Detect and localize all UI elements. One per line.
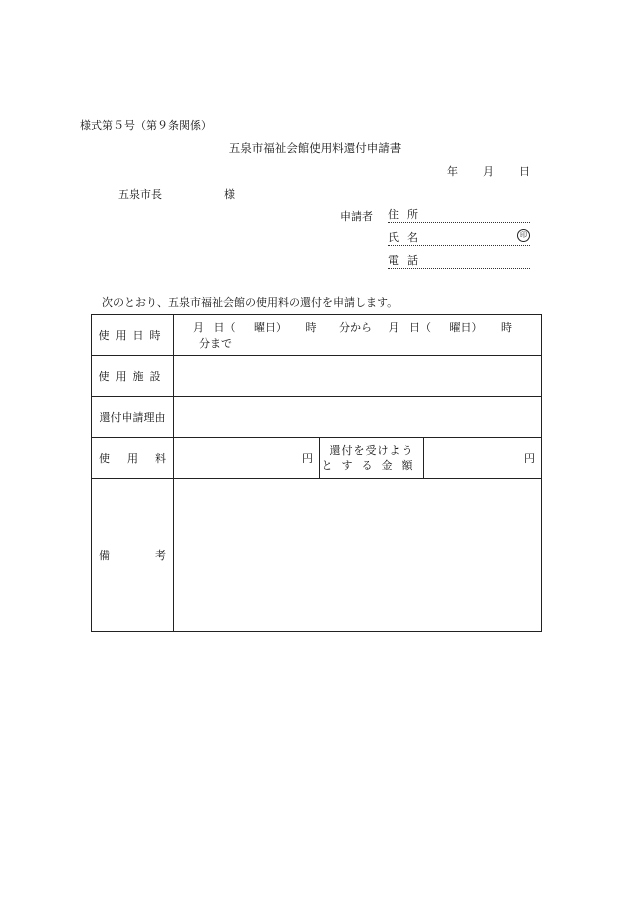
weekday1-label: 曜日） <box>254 321 287 334</box>
remarks-field[interactable] <box>174 479 542 632</box>
refund-yen-label: 円 <box>524 452 536 465</box>
fee-label-left: 使 <box>99 452 110 465</box>
reason-field[interactable] <box>174 397 542 438</box>
fee-label-right: 料 <box>155 452 166 465</box>
hour2-label: 時 <box>501 321 512 334</box>
intro-text: 次のとおり、五泉市福祉会館の使用料の還付を申請します。 <box>102 296 399 309</box>
form-number: 様式第５号（第９条関係） <box>80 119 212 132</box>
refund-label-line1: 還付を受けよう <box>329 444 414 457</box>
reason-label: 還付申請理由 <box>92 397 174 438</box>
seal-icon: 印 <box>517 229 530 242</box>
applicant-label: 申請者 <box>340 210 373 223</box>
remarks-label <box>92 479 174 632</box>
fee-label-mid: 用 <box>127 452 138 465</box>
remarks-label-left: 備 <box>99 549 110 562</box>
facility-row <box>92 356 542 397</box>
remarks-row <box>92 479 542 632</box>
facility-field[interactable] <box>174 356 542 397</box>
fee-yen-label: 円 <box>302 452 313 465</box>
fee-field[interactable] <box>174 438 320 479</box>
addressee-name: 五泉市長 <box>118 188 162 201</box>
name-field[interactable] <box>388 229 530 246</box>
remarks-label-right: 考 <box>155 549 166 562</box>
refund-label-line2: とする金額 <box>321 459 422 472</box>
day2-label: 日（ <box>409 321 431 334</box>
addressee-honorific: 様 <box>224 188 235 201</box>
phone-label: 電話 <box>388 254 426 267</box>
usage-datetime-row <box>92 315 542 356</box>
application-table <box>91 314 542 632</box>
refund-amount-field[interactable] <box>424 438 542 479</box>
fee-row <box>92 438 542 479</box>
year-label: 年 <box>447 165 458 178</box>
day1-label: 日（ <box>213 321 236 334</box>
fee-label <box>92 438 174 479</box>
address-field[interactable] <box>388 206 530 223</box>
usage-datetime-field[interactable] <box>174 315 542 356</box>
day-label: 日 <box>519 165 530 178</box>
month1-label: 月 <box>193 321 204 334</box>
address-label: 住所 <box>388 208 426 221</box>
refund-amount-label <box>320 438 424 479</box>
name-label: 氏名 <box>388 231 426 244</box>
facility-label: 使用施設 <box>92 356 174 397</box>
hour1-label: 時 <box>305 321 317 334</box>
month2-label: 月 <box>388 321 400 334</box>
usage-datetime-label: 使用日時 <box>92 315 174 356</box>
minute-from-label: 分から <box>339 321 372 334</box>
minute-until-label: 分まで <box>199 337 232 350</box>
phone-field[interactable] <box>388 252 530 269</box>
weekday2-label: 曜日） <box>449 321 483 334</box>
addressee <box>118 186 235 202</box>
reason-row <box>92 397 542 438</box>
month-label: 月 <box>483 165 494 178</box>
page-title: 五泉市福祉会館使用料還付申請書 <box>228 141 402 155</box>
